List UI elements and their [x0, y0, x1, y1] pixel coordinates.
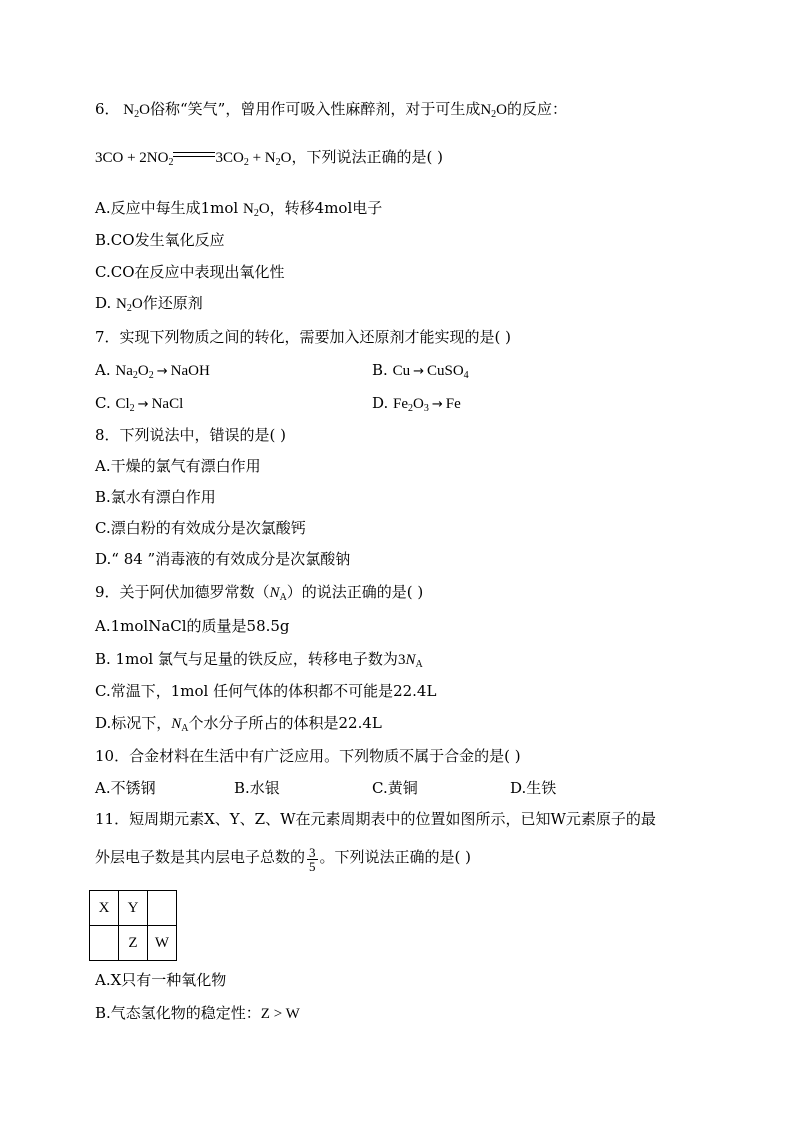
q8-stem: 8．下列说法中，错误的是( ) — [95, 426, 287, 444]
q11-option-b[interactable]: B.气态氢化物的稳定性：Z > W — [95, 1004, 300, 1022]
q8-option-a[interactable]: A.干燥的氯气有漂白作用 — [95, 457, 261, 475]
right-arrow-icon: → — [156, 364, 168, 379]
right-arrow-icon: → — [137, 397, 149, 412]
q9-option-a[interactable]: A.1molNaCl的质量是58.5g — [95, 617, 290, 635]
q6-stem: 6． $N_2O$俗称“笑气”，曾用作可吸入性麻醉剂，对于可生成$N_2O$的反应： — [95, 100, 568, 120]
periodic-table-fragment — [89, 890, 177, 961]
right-arrow-icon: → — [413, 364, 424, 379]
table-cell — [148, 891, 177, 926]
q9-option-b[interactable]: B. 1mol 氯气与足量的铁反应，转移电子数为$3N_A$ — [95, 650, 423, 670]
q9-option-d[interactable]: D.标况下，$N_A$个水分子所占的体积是22.4L — [95, 714, 382, 734]
table-cell: W — [148, 926, 177, 961]
q10-option-c[interactable]: C.黄铜 — [372, 779, 418, 797]
q6-option-c[interactable]: C.CO在反应中表现出氧化性 — [95, 263, 285, 281]
q8-option-c[interactable]: C.漂白粉的有效成分是次氯酸钙 — [95, 519, 306, 537]
q10-stem: 10．合金材料在生活中有广泛应用。下列物质不属于合金的是( ) — [95, 747, 521, 765]
q6-option-b[interactable]: B.CO发生氧化反应 — [95, 231, 225, 249]
q9-option-c[interactable]: C.常温下，1mol 任何气体的体积都不可能是22.4L — [95, 682, 437, 700]
q7-option-a[interactable]: A. $Na_2O_2$ → NaOH — [95, 361, 210, 381]
q10-option-b[interactable]: B.水银 — [234, 779, 280, 797]
q6-option-d[interactable]: D. $N_2O$作还原剂 — [95, 294, 203, 314]
table-cell: Y — [119, 891, 148, 926]
q10-option-d[interactable]: D.生铁 — [510, 779, 557, 797]
table-cell: Z — [119, 926, 148, 961]
right-arrow-icon: → — [431, 397, 443, 412]
q11-stem-line2: 外层电子数是其内层电子总数的 $\frac{3}{5}$ 。下列说法正确的是( ) — [95, 845, 471, 874]
q7-option-b[interactable]: B. Cu → CuSO$_4$ — [372, 361, 469, 381]
q7-option-d[interactable]: D. $Fe_2O_3 \to Fe$ — [372, 394, 461, 414]
q8-option-b[interactable]: B.氯水有漂白作用 — [95, 488, 216, 506]
fraction: $\frac{3}{5}$ — [309, 845, 316, 874]
table-cell — [90, 926, 119, 961]
q6-option-a[interactable]: A.反应中每生成1mol $N_2O$，转移4mol电子 — [95, 199, 383, 219]
q6-number: 6． — [95, 100, 120, 118]
q6-equation: $3CO + 2NO_2$ $3CO_2 + N_2O$，下列说法正确的是( ) — [95, 148, 443, 168]
q10-option-a[interactable]: A.不锈钢 — [95, 779, 156, 797]
equals-arrow-icon — [173, 151, 215, 159]
q11-stem-line1: 11．短周期元素X、Y、Z、W在元素周期表中的位置如图所示，已知W元素原子的最 — [95, 810, 656, 828]
q9-stem: 9．关于阿伏加德罗常数$(N_A)$的说法正确的是( ) — [95, 583, 424, 603]
q7-option-c[interactable]: C. $Cl_2$ → NaCl — [95, 394, 184, 414]
q11-option-a[interactable]: A.X只有一种氧化物 — [95, 971, 227, 989]
q8-option-d[interactable]: D.“ 84 ”消毒液的有效成分是次氯酸钠 — [95, 550, 351, 568]
q7-stem: 7．实现下列物质之间的转化，需要加入还原剂才能实现的是( ) — [95, 328, 512, 346]
table-cell: X — [90, 891, 119, 926]
